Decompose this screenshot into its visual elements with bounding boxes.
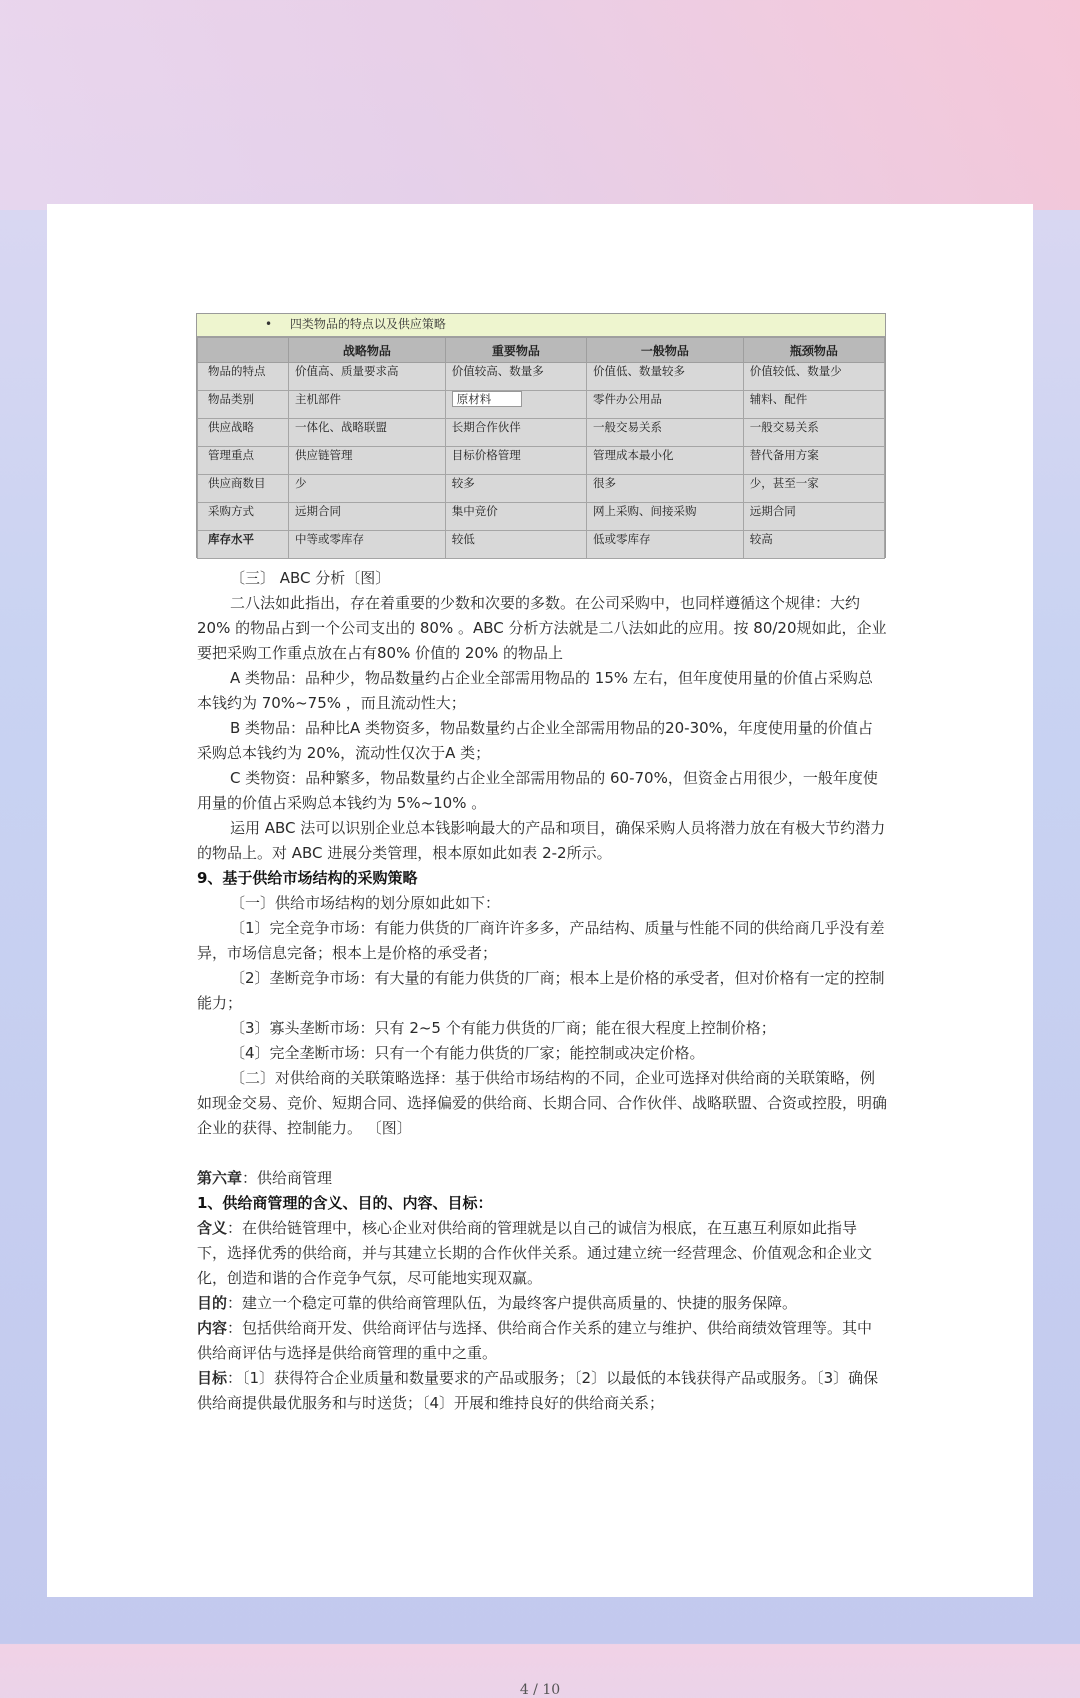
paragraph: 〔一〕供给市场结构的划分原如此如下： <box>230 894 501 912</box>
paragraph: 〔3〕寡头垄断市场：只有 2~5 个有能力供货的厂商；能在很大程度上控制价格； <box>230 1019 776 1037</box>
paragraph-definition: 含义：在供给链管理中，核心企业对供给商的管理就是以自己的诚信为根底，在互惠互利原如此指导下，选择优秀的供给商，并与其建立长期的合作伙伴关系。通过建立统一经营理念、价值观念和企业文化，创造和谐的合作竞争气氛，尽可能地实现双赢。 <box>197 1219 873 1287</box>
table-row: 采购方式 远期合同 集中竞价 网上采购、间接采购 远期合同 <box>198 503 885 531</box>
paragraph: B 类物品：品种比A 类物资多，物品数量约占企业全部需用物品的20-30%，年度使用量的价值占采购总本钱约为 20%，流动性仅次于A 类； <box>197 719 873 762</box>
table-row: 物品的特点 价值高、质量要求高 价值较高、数量多 价值低、数量较多 价值较低、数量少 <box>198 363 885 391</box>
paragraph: 〔1〕完全竞争市场：有能力供货的厂商许许多多，产品结构、质量与性能不同的供给商几乎没有差异，市场信息完备；根本上是价格的承受者； <box>197 919 885 962</box>
chapter-title: 第六章：供给商管理 <box>197 1169 333 1187</box>
table-row: 管理重点 供应链管理 目标价格管理 管理成本最小化 替代备用方案 <box>198 447 885 475</box>
paragraph: C 类物资：品种繁多，物品数量约占企业全部需用物品的 60-70%，但资金占用很少，一般年度使用量的价值占采购总本钱约为 5%~10% 。 <box>197 769 878 812</box>
paragraph: 二八法如此指出，存在着重要的少数和次要的多数。在公司采购中，也同样遵循这个规律：大约 20% 的物品占到一个公司支出的 80% 。ABC 分析方法就是二八法如此的应用。按 80/20规如此，企业要把采购工作重点放在占有80% 价值的 20% 的物品上 <box>197 594 887 662</box>
table-row: 供应战略 一体化、战略联盟 长期合作伙伴 一般交易关系 一般交易关系 <box>198 419 885 447</box>
paragraph: A 类物品：品种少，物品数量约占企业全部需用物品的 15% 左右，但年度使用量的价值占采购总本钱约为 70%~75% ，而且流动性大； <box>197 669 873 712</box>
table-image <box>196 313 886 558</box>
paragraph: 运用 ABC 法可以识别企业总本钱影响最大的产品和项目，确保采购人员将潜力放在有极大节约潜力的物品上。对 ABC 进展分类管理，根本原如此如表 2-2所示。 <box>197 819 886 862</box>
paragraph-purpose: 目的：建立一个稳定可靠的供给商管理队伍，为最终客户提供高质量的、快捷的服务保障。 <box>197 1294 798 1312</box>
abc-table <box>197 337 885 559</box>
paragraph: 〔4〕完全垄断市场：只有一个有能力供货的厂家；能控制或决定价格。 <box>230 1044 705 1062</box>
heading-9: 9、基于供给市场结构的采购策略 <box>197 869 418 887</box>
table-header: 战略物品 <box>289 338 446 363</box>
table-header: 一般物品 <box>586 338 743 363</box>
table-header: 瓶颈物品 <box>743 338 884 363</box>
bullet-icon: • <box>265 317 273 331</box>
background-gradient <box>0 0 1080 210</box>
page-number: 4 / 10 <box>519 1682 561 1698</box>
paragraph-goal: 目标：〔1〕获得符合企业质量和数量要求的产品或服务；〔2〕以最低的本钱获得产品或服务。〔3〕确保供给商提供最优服务和与时送货；〔4〕开展和维持良好的供给商关系； <box>197 1369 879 1412</box>
paragraph: 〔2〕垄断竞争市场：有大量的有能力供货的厂商；根本上是价格的承受者，但对价格有一定的控制能力； <box>197 969 885 1012</box>
heading-1: 1、供给商管理的含义、目的、内容、目标： <box>197 1194 493 1212</box>
paragraph: 〔二〕对供给商的关联策略选择：基于供给市场结构的不同，企业可选择对供给商的关联策略，例如现金交易、竞价、短期合同、选择偏爱的供给商、长期合同、合作伙伴、战略联盟、合资或控股，明确企业的获得、控制能力。 〔图〕 <box>197 1069 888 1137</box>
paragraph-content: 内容：包括供给商开发、供给商评估与选择、供给商合作关系的建立与维护、供给商绩效管理等。其中供给商评估与选择是供给商管理的重中之重。 <box>197 1319 873 1362</box>
table-row: 供应商数目 少 较多 很多 少，甚至一家 <box>198 475 885 503</box>
table-row: 物品类别 主机部件 原材料 零件办公用品 辅料、配件 <box>198 391 885 419</box>
table-caption: • 四类物品的特点以及供应策略 <box>197 314 885 337</box>
section-abc-title: 〔三〕 ABC 分析〔图〕 <box>230 569 391 587</box>
table-row: 库存水平 中等或零库存 较低 低或零库存 较高 <box>198 531 885 559</box>
highlighted-cell: 原材料 <box>452 391 523 407</box>
body-text <box>197 566 887 1416</box>
table-header: 重要物品 <box>445 338 586 363</box>
table-header <box>198 338 289 363</box>
